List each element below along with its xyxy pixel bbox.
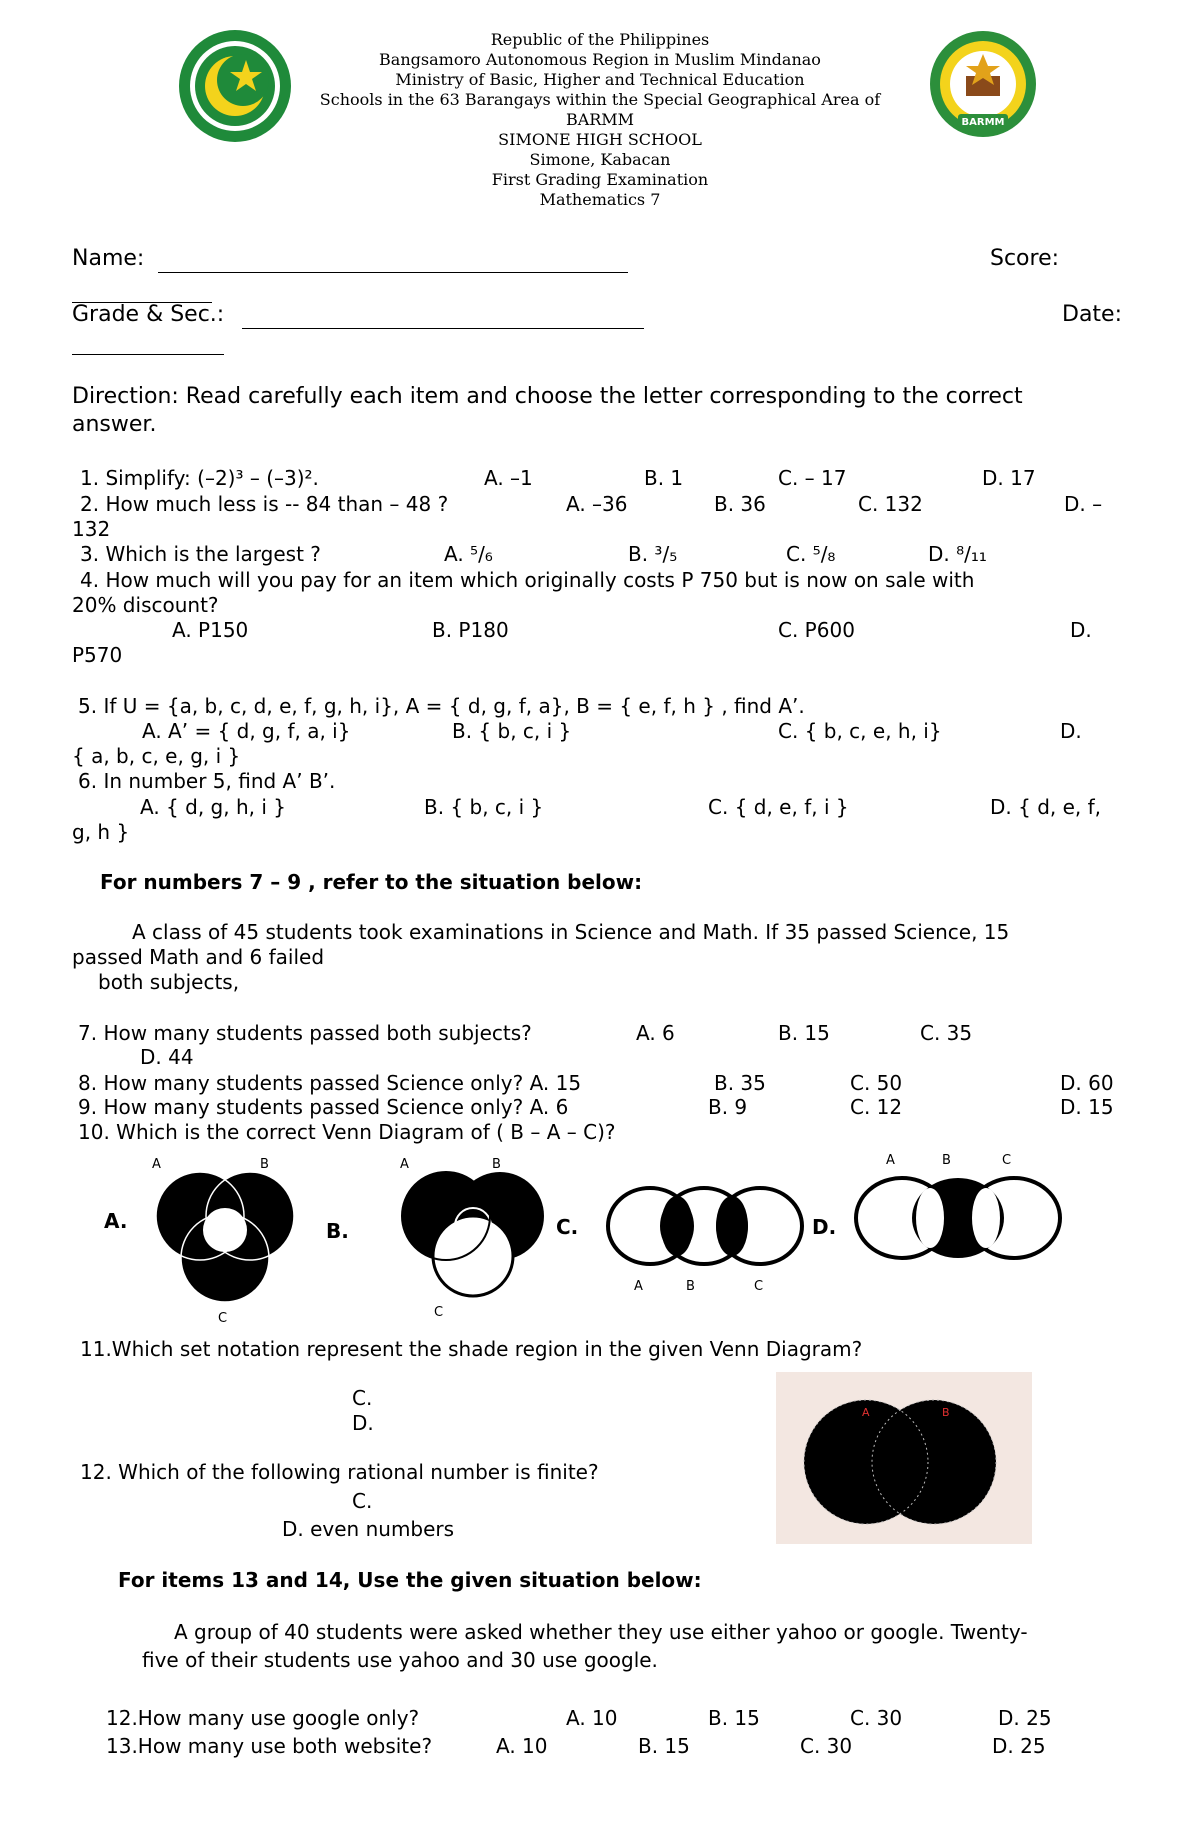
header-line-4: Schools in the 63 Barangays within the Special Geographical Area of BARMM (319, 90, 881, 129)
q2-stem: 2. How much less is -- 84 than – 48 ? (80, 492, 449, 516)
q9-option-c[interactable]: C. 12 (850, 1095, 903, 1119)
q13-option-d[interactable]: D. 25 (992, 1734, 1046, 1758)
q2-option-d[interactable]: D. – (1064, 492, 1103, 516)
header-line-2: Bangsamoro Autonomous Region in Muslim Mindanao (379, 50, 821, 69)
q7-option-d[interactable]: D. 44 (140, 1045, 194, 1069)
q4-option-d[interactable]: D. (1070, 618, 1092, 642)
q6-option-c[interactable]: C. { d, e, f, i } (708, 795, 849, 819)
q5-option-d-cont: { a, b, c, e, g, i } (72, 744, 241, 768)
header-line-7: First Grading Examination (491, 170, 709, 189)
q3-option-d[interactable]: D. ⁸/₁₁ (928, 542, 987, 566)
q6-stem: 6. In number 5, find A’ B’. (78, 769, 336, 793)
date-label: Date: (1062, 302, 1122, 327)
q10-diagram-b-label-c: C (434, 1305, 444, 1320)
school-seal-logo (928, 28, 1038, 140)
q10-option-d-label[interactable]: D. (812, 1215, 837, 1239)
q10-diagram-b (402, 1172, 544, 1296)
q9-option-d[interactable]: D. 15 (1060, 1095, 1114, 1119)
q2-option-d-cont: 132 (72, 517, 111, 541)
q3-option-c[interactable]: C. ⁵/₈ (786, 542, 836, 566)
q5-option-b[interactable]: B. { b, c, i } (452, 719, 572, 743)
q10-stem: 10. Which is the correct Venn Diagram of ( B – A – C)? (78, 1120, 616, 1144)
q11-option-c[interactable]: C. (352, 1386, 373, 1410)
q1-option-c[interactable]: C. – 17 (778, 466, 847, 490)
q12-google-option-b[interactable]: B. 15 (708, 1706, 760, 1730)
q10-diagram-d-label-a: A (886, 1153, 895, 1168)
name-line[interactable] (158, 272, 628, 273)
q6-option-b[interactable]: B. { b, c, i } (424, 795, 544, 819)
situation-13-14-line-2: five of their students use yahoo and 30 use google. (142, 1648, 658, 1672)
q3-option-a[interactable]: A. ⁵/₆ (444, 542, 493, 566)
q6-option-a[interactable]: A. { d, g, h, i } (140, 795, 286, 819)
header-line-1: Republic of the Philippines (490, 30, 710, 49)
q10-diagram-a-label-a: A (152, 1157, 161, 1172)
q10-diagram-c (608, 1188, 802, 1264)
q5-option-a[interactable]: A. A’ = { d, g, f, a, i} (142, 719, 351, 743)
situation-7-9-line-2: passed Math and 6 failed (72, 945, 325, 969)
situation-7-9-line-1: A class of 45 students took examinations in Science and Math. If 35 passed Science, 15 (132, 920, 1010, 944)
q10-diagram-d-label-c: C (1002, 1153, 1012, 1168)
q10-diagram-b-label-a: A (400, 1157, 409, 1172)
q1-option-a[interactable]: A. –1 (484, 466, 533, 490)
q10-diagram-a-label-b: B (260, 1157, 269, 1172)
q1-option-b[interactable]: B. 1 (644, 466, 684, 490)
barmm-seal-logo (176, 28, 294, 144)
q2-option-b[interactable]: B. 36 (714, 492, 766, 516)
q8-option-b[interactable]: B. 35 (714, 1071, 766, 1095)
q11-set-a-label: A (862, 1406, 870, 1419)
q12-google-option-d[interactable]: D. 25 (998, 1706, 1052, 1730)
q6-option-d[interactable]: D. { d, e, f, (990, 795, 1102, 819)
grade-section-label: Grade & Sec.: (72, 302, 225, 327)
q2-option-c[interactable]: C. 132 (858, 492, 923, 516)
q10-option-b-label[interactable]: B. (326, 1219, 349, 1243)
q12-google-option-a[interactable]: A. 10 (566, 1706, 618, 1730)
q8-option-d[interactable]: D. 60 (1060, 1071, 1114, 1095)
q13-option-b[interactable]: B. 15 (638, 1734, 690, 1758)
q3-option-b[interactable]: B. ³/₅ (628, 542, 678, 566)
barmm-logo-text: BARMM (961, 117, 1005, 128)
q10-diagram-d (856, 1178, 1060, 1258)
q1-stem: 1. Simplify: (–2)³ – (–3)². (80, 466, 319, 490)
q7-option-c[interactable]: C. 35 (920, 1021, 973, 1045)
q10-diagram-b-label-b: B (492, 1157, 501, 1172)
direction-line-1: Direction: Read carefully each item and choose the letter corresponding to the correct (72, 384, 1023, 409)
q7-stem: 7. How many students passed both subjects? (78, 1021, 532, 1045)
q4-option-d-cont: P570 (72, 643, 123, 667)
q12-rational-option-d[interactable]: D. even numbers (282, 1517, 455, 1541)
q13-option-a[interactable]: A. 10 (496, 1734, 548, 1758)
q10-diagram-a (156, 1172, 294, 1302)
q4-stem-line-1: 4. How much will you pay for an item which originally costs P 750 but is now on sale with (80, 568, 975, 592)
q13-stem: 13.How many use both website? (106, 1734, 433, 1758)
situation-13-14-heading: For items 13 and 14, Use the given situation below: (118, 1568, 702, 1592)
q12-rational-stem: 12. Which of the following rational number is finite? (80, 1460, 599, 1484)
q4-option-b[interactable]: B. P180 (432, 618, 509, 642)
q7-option-a[interactable]: A. 6 (636, 1021, 675, 1045)
q7-option-b[interactable]: B. 15 (778, 1021, 830, 1045)
header-line-6: Simone, Kabacan (529, 150, 671, 169)
situation-13-14-line-1: A group of 40 students were asked whether they use either yahoo or google. Twenty- (174, 1620, 1028, 1644)
date-line[interactable] (72, 354, 224, 355)
q4-option-a[interactable]: A. P150 (172, 618, 249, 642)
q11-stem: 11.Which set notation represent the shade region in the given Venn Diagram? (80, 1337, 863, 1361)
situation-7-9-line-3: both subjects, (98, 970, 240, 994)
q9-option-b[interactable]: B. 9 (708, 1095, 748, 1119)
grade-section-line[interactable] (242, 328, 644, 329)
q10-diagram-c-label-b: B (686, 1279, 695, 1294)
q11-venn-diagram (776, 1372, 1032, 1544)
header-line-8: Mathematics 7 (539, 190, 661, 209)
q1-option-d[interactable]: D. 17 (982, 466, 1036, 490)
header-line-5: SIMONE HIGH SCHOOL (498, 130, 702, 149)
q12-google-stem: 12.How many use google only? (106, 1706, 420, 1730)
q10-diagram-c-label-c: C (754, 1279, 764, 1294)
q13-option-c[interactable]: C. 30 (800, 1734, 853, 1758)
q5-stem: 5. If U = {a, b, c, d, e, f, g, h, i}, A = { d, g, f, a}, B = { e, f, h } , find A’. (78, 694, 805, 718)
q8-stem: 8. How many students passed Science only? A. 15 (78, 1071, 582, 1095)
q9-stem: 9. How many students passed Science only? A. 6 (78, 1095, 569, 1119)
q4-stem-line-2: 20% discount? (72, 593, 219, 617)
q3-stem: 3. Which is the largest ? (80, 542, 321, 566)
q2-option-a[interactable]: A. –36 (566, 492, 628, 516)
q11-option-d[interactable]: D. (352, 1411, 374, 1435)
q12-rational-option-c[interactable]: C. (352, 1489, 373, 1513)
header-block (300, 30, 900, 210)
situation-7-9-heading: For numbers 7 – 9 , refer to the situation below: (100, 870, 643, 894)
q5-option-c[interactable]: C. { b, c, e, h, i} (778, 719, 942, 743)
header-line-3: Ministry of Basic, Higher and Technical Education (395, 70, 805, 89)
q10-diagram-a-label-c: C (218, 1311, 228, 1326)
q11-set-b-label: B (942, 1406, 950, 1419)
q5-option-d[interactable]: D. (1060, 719, 1082, 743)
q6-option-d-cont: g, h } (72, 820, 130, 844)
q10-diagram-d-label-b: B (942, 1153, 951, 1168)
name-label: Name: (72, 246, 145, 271)
q10-diagram-c-label-a: A (634, 1279, 643, 1294)
score-label: Score: (990, 246, 1060, 271)
q4-option-c[interactable]: C. P600 (778, 618, 855, 642)
q10-option-a-label[interactable]: A. (104, 1209, 128, 1233)
q12-google-option-c[interactable]: C. 30 (850, 1706, 903, 1730)
direction-line-2: answer. (72, 412, 157, 437)
q10-option-c-label[interactable]: C. (556, 1215, 579, 1239)
q8-option-c[interactable]: C. 50 (850, 1071, 903, 1095)
q10-venn-diagrams (90, 1146, 1070, 1332)
